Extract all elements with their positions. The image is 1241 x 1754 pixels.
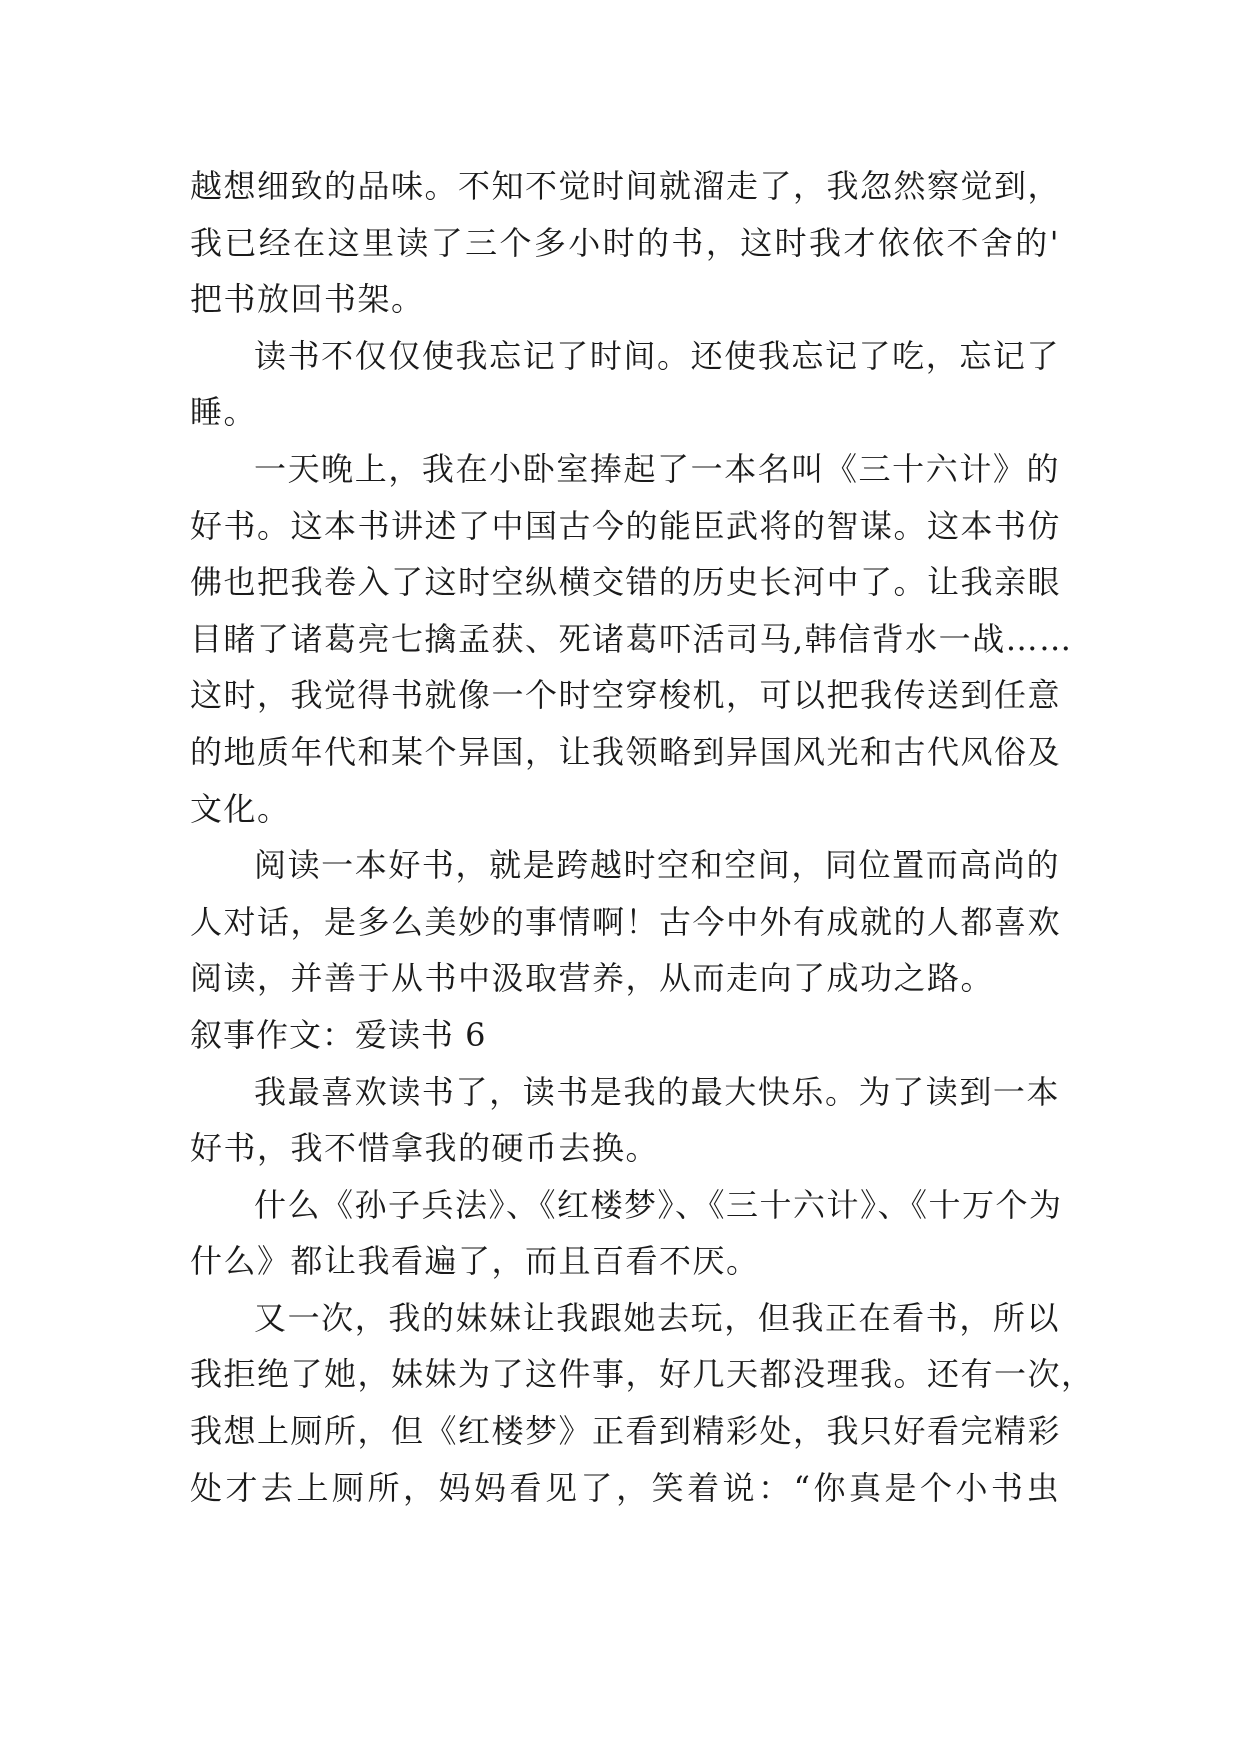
text-line: 佛也把我卷入了这时空纵横交错的历史长河中了。让我亲眼 [190, 563, 1062, 602]
text-line: 读书不仅仅使我忘记了时间。还使我忘记了吃，忘记了 [254, 336, 1060, 375]
text-line: 什么《孙子兵法》、《红楼梦》、《三十六计》、《十万个为 [254, 1185, 1063, 1224]
text-line: 阅读一本好书，就是跨越时空和空间，同位置而高尚的 [254, 846, 1060, 885]
text-line: 一天晚上，我在小卧室捧起了一本名叫《三十六计》的 [254, 449, 1060, 488]
text-line: 把书放回书架。 [190, 280, 425, 319]
text-line: 这时，我觉得书就像一个时空穿梭机，可以把我传送到任意 [190, 676, 1062, 715]
text-line: 我最喜欢读书了，读书是我的最大快乐。为了读到一本 [254, 1072, 1060, 1111]
text-line: 目睹了诸葛亮七擒孟获、死诸葛吓活司马,韩信背水一战…… [190, 619, 1073, 658]
text-line: 越想细致的品味。不知不觉时间就溜走了，我忽然察觉到， [190, 167, 1062, 205]
text-line: 文化。 [190, 789, 291, 828]
text-line: 睡。 [190, 393, 258, 432]
section-heading: 叙事作文：爱读书 6 [190, 1015, 487, 1054]
text-line: 处才去上厕所，妈妈看见了，笑着说：“你真是个小书虫 [190, 1468, 1060, 1507]
text-line: 又一次，我的妹妹让我跟她去玩，但我正在看书，所以 [254, 1298, 1060, 1337]
document-page [190, 158, 1095, 1516]
text-line: 什么》都让我看遍了，而且百看不厌。 [190, 1242, 760, 1281]
text-line: 好书。这本书讲述了中国古今的能臣武将的智谋。这本书仿 [190, 506, 1062, 545]
text-line: 阅读，并善于从书中汲取营养，从而走向了成功之路。 [190, 959, 995, 998]
text-line: 人对话，是多么美妙的事情啊！古今中外有成就的人都喜欢 [190, 902, 1062, 941]
text-line: 我拒绝了她，妹妹为了这件事，好几天都没理我。还有一次， [190, 1355, 1095, 1394]
text-line: 的地质年代和某个异国，让我领略到异国风光和古代风俗及 [190, 732, 1062, 771]
text-line: 我已经在这里读了三个多小时的书，这时我才依依不舍的' [190, 223, 1060, 262]
text-line: 我想上厕所，但《红楼梦》正看到精彩处，我只好看完精彩 [190, 1412, 1062, 1451]
text-line: 好书，我不惜拿我的硬币去换。 [190, 1129, 660, 1168]
